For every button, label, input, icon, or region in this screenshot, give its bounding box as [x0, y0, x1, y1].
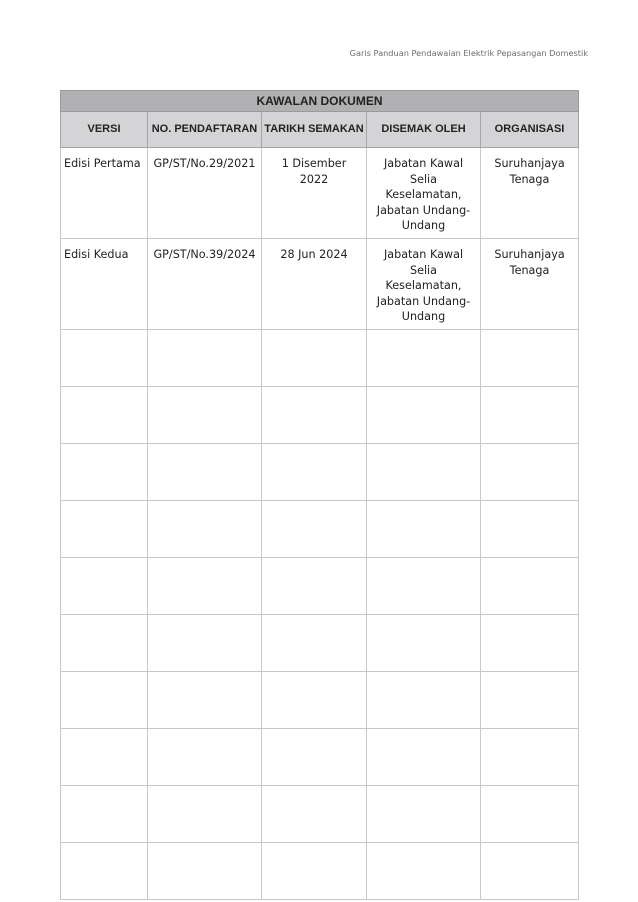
- empty-cell: [367, 386, 481, 443]
- empty-cell: [148, 671, 262, 728]
- empty-cell: [481, 557, 579, 614]
- cell-organisasi: Suruhanjaya Tenaga: [481, 148, 579, 239]
- empty-cell: [367, 614, 481, 671]
- empty-table-row: [61, 842, 579, 899]
- empty-cell: [481, 728, 579, 785]
- cell-disemak-oleh: Jabatan Kawal Selia Keselamatan, Jabatan Undang-Undang: [367, 148, 481, 239]
- empty-cell: [481, 842, 579, 899]
- empty-table-row: [61, 443, 579, 500]
- empty-cell: [262, 842, 367, 899]
- empty-cell: [262, 728, 367, 785]
- empty-cell: [481, 614, 579, 671]
- empty-cell: [262, 329, 367, 386]
- empty-cell: [262, 785, 367, 842]
- empty-cell: [61, 842, 148, 899]
- table-row: [61, 238, 579, 329]
- empty-cell: [61, 557, 148, 614]
- document-control-table: [60, 90, 579, 900]
- empty-table-row: [61, 728, 579, 785]
- cell-versi: Edisi Kedua: [61, 238, 148, 329]
- empty-cell: [148, 500, 262, 557]
- empty-table-row: [61, 671, 579, 728]
- empty-cell: [148, 614, 262, 671]
- empty-cell: [481, 500, 579, 557]
- empty-cell: [61, 329, 148, 386]
- empty-cell: [367, 671, 481, 728]
- empty-table-row: [61, 614, 579, 671]
- empty-cell: [148, 785, 262, 842]
- empty-cell: [148, 443, 262, 500]
- empty-cell: [367, 329, 481, 386]
- table-title: KAWALAN DOKUMEN: [61, 91, 579, 112]
- empty-cell: [148, 557, 262, 614]
- column-header-tarikh-semakan: TARIKH SEMAKAN: [262, 112, 367, 148]
- empty-cell: [367, 728, 481, 785]
- empty-cell: [148, 842, 262, 899]
- empty-cell: [148, 329, 262, 386]
- empty-table-row: [61, 785, 579, 842]
- empty-cell: [262, 614, 367, 671]
- empty-cell: [61, 614, 148, 671]
- empty-cell: [61, 728, 148, 785]
- empty-cell: [367, 785, 481, 842]
- empty-cell: [148, 386, 262, 443]
- cell-versi: Edisi Pertama: [61, 148, 148, 239]
- column-header-no-pendaftaran: NO. PENDAFTARAN: [148, 112, 262, 148]
- empty-cell: [61, 671, 148, 728]
- empty-table-row: [61, 500, 579, 557]
- empty-cell: [148, 728, 262, 785]
- empty-cell: [61, 386, 148, 443]
- cell-tarikh-semakan: 28 Jun 2024: [262, 238, 367, 329]
- empty-cell: [367, 557, 481, 614]
- empty-cell: [367, 500, 481, 557]
- running-header: Garis Panduan Pendawaian Elektrik Pepasangan Domestik: [349, 48, 588, 58]
- cell-no-pendaftaran: GP/ST/No.29/2021: [148, 148, 262, 239]
- table-row: [61, 148, 579, 239]
- cell-no-pendaftaran: GP/ST/No.39/2024: [148, 238, 262, 329]
- empty-cell: [481, 329, 579, 386]
- empty-cell: [262, 500, 367, 557]
- empty-cell: [61, 500, 148, 557]
- column-header-disemak-oleh: DISEMAK OLEH: [367, 112, 481, 148]
- empty-table-row: [61, 557, 579, 614]
- empty-cell: [262, 443, 367, 500]
- empty-cell: [481, 671, 579, 728]
- empty-cell: [262, 557, 367, 614]
- empty-table-row: [61, 386, 579, 443]
- column-header-versi: VERSI: [61, 112, 148, 148]
- empty-cell: [61, 443, 148, 500]
- cell-tarikh-semakan: 1 Disember 2022: [262, 148, 367, 239]
- empty-cell: [481, 386, 579, 443]
- empty-cell: [61, 785, 148, 842]
- empty-cell: [367, 443, 481, 500]
- empty-cell: [262, 671, 367, 728]
- empty-table-row: [61, 329, 579, 386]
- empty-cell: [262, 386, 367, 443]
- empty-cell: [481, 785, 579, 842]
- empty-cell: [367, 842, 481, 899]
- empty-cell: [481, 443, 579, 500]
- column-header-organisasi: ORGANISASI: [481, 112, 579, 148]
- cell-disemak-oleh: Jabatan Kawal Selia Keselamatan, Jabatan Undang-Undang: [367, 238, 481, 329]
- cell-organisasi: Suruhanjaya Tenaga: [481, 238, 579, 329]
